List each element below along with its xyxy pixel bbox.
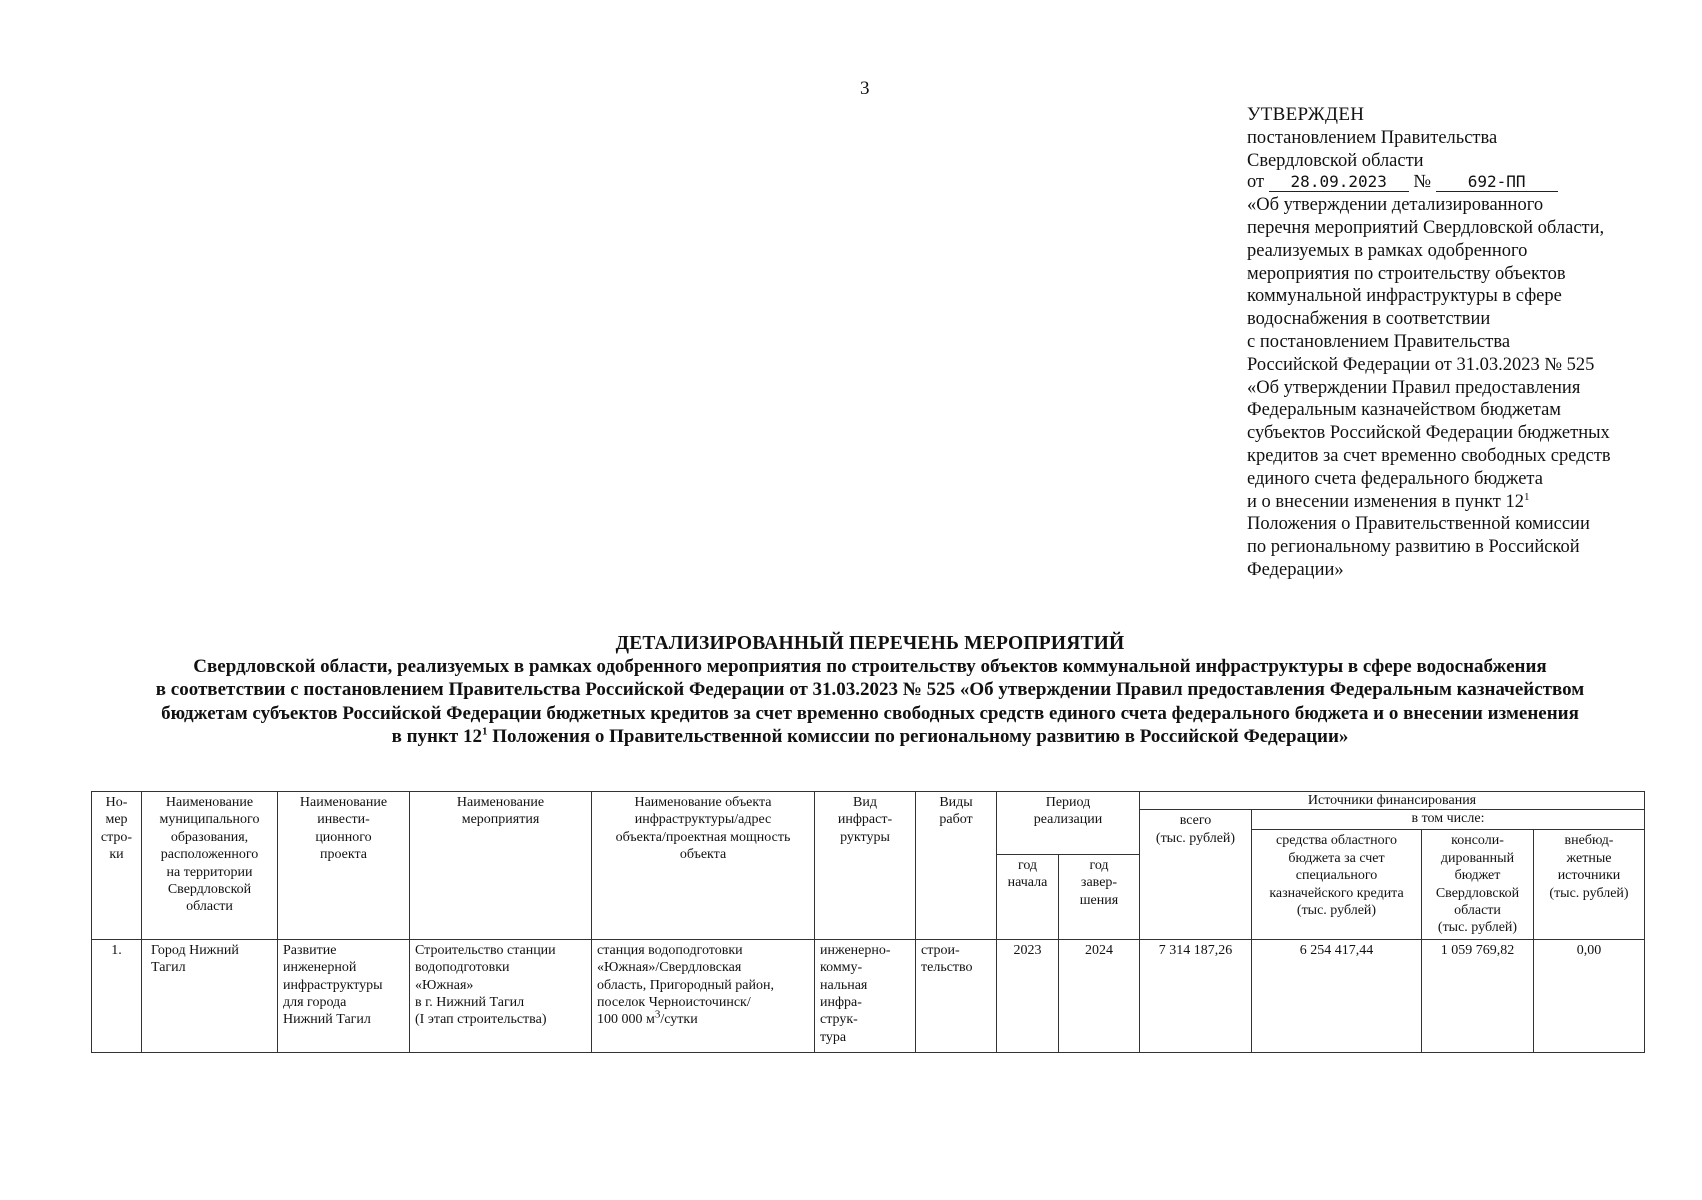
cell-total: 7 314 187,26: [1140, 939, 1252, 1052]
cell-infra-type: инженерно- комму- нальная инфра- струк- тура: [815, 939, 916, 1052]
header-funding: Источники финансирования: [1140, 792, 1645, 810]
approval-line: постановлением Правительства: [1247, 127, 1498, 148]
approval-text-line: мероприятия по строительству объектов: [1247, 263, 1566, 284]
header-year-end: год завер- шения: [1059, 854, 1140, 939]
header-consolidated: консоли- дированный бюджет Свердловской области (тыс. рублей): [1422, 830, 1534, 939]
footnote-mark: 1: [482, 725, 488, 738]
approval-text-line: Федерации»: [1247, 559, 1344, 580]
approval-text-line: кредитов за счет временно свободных средств: [1247, 445, 1611, 466]
header-measure: Наименование мероприятия: [410, 792, 592, 940]
document-title: [80, 632, 1660, 748]
footnote-mark: 1: [1523, 490, 1530, 503]
approval-text-line: коммунальной инфраструктуры в сфере: [1247, 286, 1562, 307]
approval-text-line: единого счета федерального бюджета: [1247, 468, 1543, 489]
cell-number: 1.: [92, 939, 142, 1052]
approval-text-lines: [1247, 194, 1667, 582]
approval-heading: УТВЕРЖДЕН: [1247, 104, 1365, 125]
approval-text-line: по региональному развитию в Российской: [1247, 537, 1580, 558]
measures-table: [91, 791, 1645, 1053]
approval-text-line: субъектов Российской Федерации бюджетных: [1247, 423, 1610, 444]
title-line: Свердловской области, реализуемых в рамках одобренного мероприятия по строительству объектов коммунальной инфраструктуры в сфере водоснабжения: [193, 656, 1547, 678]
header-object: Наименование объекта инфраструктуры/адрес объекта/проектная мощность объекта: [592, 792, 815, 940]
header-regional-credit: средства областного бюджета за счет специального казначейского кредита (тыс. рублей): [1252, 830, 1422, 939]
header-including: в том числе:: [1252, 810, 1645, 830]
header-project: Наименование инвести- ционного проекта: [278, 792, 410, 940]
header-row-number: Но- мер стро- ки: [92, 792, 142, 940]
date-prefix: от: [1247, 172, 1265, 193]
title-main: ДЕТАЛИЗИРОВАННЫЙ ПЕРЕЧЕНЬ МЕРОПРИЯТИЙ: [615, 633, 1125, 654]
cell-project: Развитие инженерной инфраструктуры для города Нижний Тагил: [278, 939, 410, 1052]
header-municipality: Наименование муниципального образования, расположенного на территории Свердловской области: [142, 792, 278, 940]
cell-municipality: Город Нижний Тагил: [142, 939, 278, 1052]
approval-text-line: Федеральным казначейством бюджетам: [1247, 400, 1561, 421]
number-prefix: №: [1413, 172, 1431, 193]
approval-line: Свердловской области: [1247, 150, 1424, 171]
title-line: в соответствии с постановлением Правительства Российской Федерации от 31.03.2023 № 525 «Об утверждении Правил предоставления Федеральным казначейством: [155, 679, 1585, 701]
table-row: [92, 939, 1645, 1052]
cell-measure: Строительство станции водоподготовки «Южная» в г. Нижний Тагил (I этап строительства): [410, 939, 592, 1052]
cell-extra-budget: 0,00: [1534, 939, 1645, 1052]
approval-text-line: «Об утверждении детализированного: [1247, 195, 1544, 216]
approval-number: 692-ПП: [1436, 173, 1558, 192]
approval-text-line: реализуемых в рамках одобренного: [1247, 240, 1528, 261]
header-extra-budget: внебюд- жетные источники (тыс. рублей): [1534, 830, 1645, 939]
header-total: всего (тыс. рублей): [1140, 810, 1252, 939]
header-period: Период реализации: [997, 792, 1140, 855]
approval-date: 28.09.2023: [1269, 173, 1409, 192]
header-work-type: Виды работ: [916, 792, 997, 940]
approval-date-line: [1247, 171, 1667, 194]
approval-text-line: перечня мероприятий Свердловской области,: [1247, 217, 1605, 238]
approval-block: [1247, 104, 1667, 582]
page-number: 3: [860, 78, 870, 99]
approval-text-line: с постановлением Правительства: [1247, 331, 1511, 352]
cell-object: станция водоподготовки «Южная»/Свердловская область, Пригородный район, поселок Черноисточинск/ 100 000 $м^3$/сутки: [592, 939, 815, 1052]
cell-regional-credit: 6 254 417,44: [1252, 939, 1422, 1052]
approval-text-line: Российской Федерации от 31.03.2023 № 525: [1247, 354, 1595, 375]
header-infra-type: Вид инфраст- руктуры: [815, 792, 916, 940]
title-line: бюджетам субъектов Российской Федерации бюджетных кредитов за счет временно свободных средств единого счета федерального бюджета и о внесении изменения: [161, 702, 1579, 724]
title-line: в пункт $12^1$ Положения о Правительственной комиссии по региональному развитию в Российской Федерации»: [391, 725, 1349, 747]
cell-work-type: строи- тельство: [916, 939, 997, 1052]
approval-text-line: «Об утверждении Правил предоставления: [1247, 377, 1581, 398]
cell-year-start: 2023: [997, 939, 1059, 1052]
cell-year-end: 2024: [1059, 939, 1140, 1052]
header-year-start: год начала: [997, 854, 1059, 939]
approval-text-line: и о внесении изменения в пункт $12^1$: [1247, 490, 1530, 512]
cell-consolidated: 1 059 769,82: [1422, 939, 1534, 1052]
approval-text-line: водоснабжения в соответствии: [1247, 309, 1491, 330]
approval-text-line: Положения о Правительственной комиссии: [1247, 514, 1590, 535]
